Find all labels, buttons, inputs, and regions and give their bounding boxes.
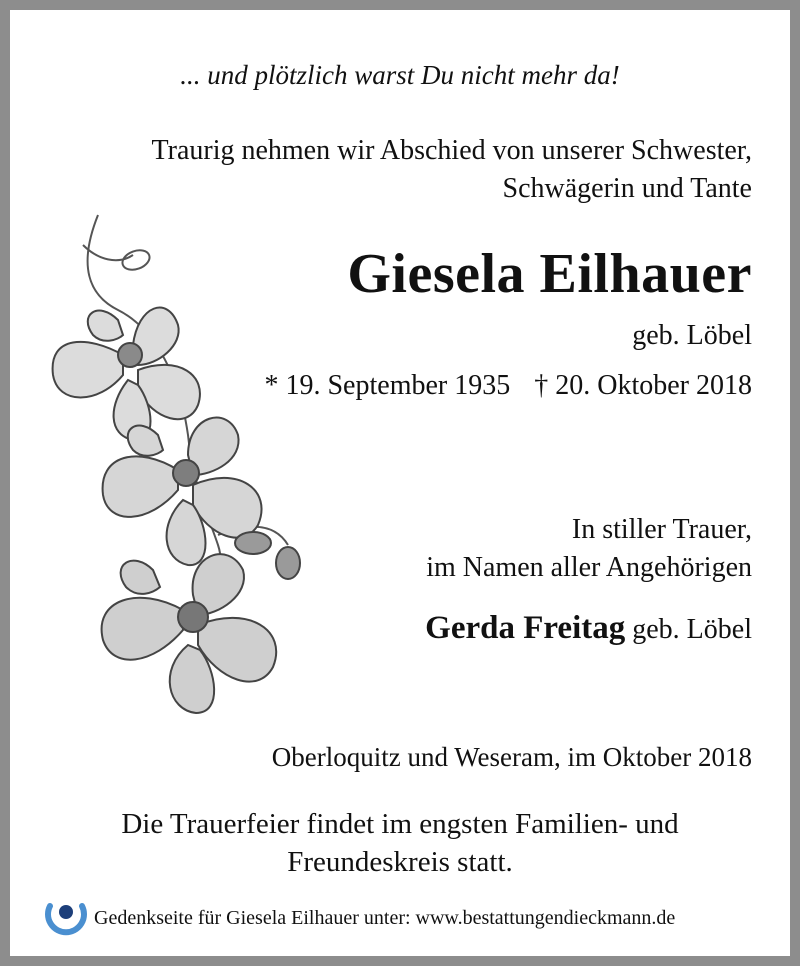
intro-line-1: Traurig nehmen wir Abschied von unserer Schwester, [151,135,752,166]
funeral-info-line-1: Die Trauerfeier findet im engsten Familien- und [121,808,679,840]
funeral-info-line-2: Freundeskreis statt. [287,846,513,878]
mourning-line-2: im Namen aller Angehörigen [426,552,752,583]
intro-line-2: Schwägerin und Tante [502,173,752,204]
signer [425,610,752,647]
life-dates [264,370,752,402]
death-date: † 20. Oktober 2018 [534,370,752,401]
maiden-name: geb. Löbel [632,320,752,351]
signer-maiden-name: geb. Löbel [632,614,752,645]
place-date: Oberloquitz und Weseram, im Oktober 2018 [271,742,752,772]
memorial-logo-icon [44,892,88,936]
motto: ... und plötzlich warst Du nicht mehr da! [180,60,620,90]
memorial-page-link[interactable]: Gedenkseite für Giesela Eilhauer unter: www.bestattungendieckmann.de [94,907,676,929]
signer-name: Gerda Freitag [425,610,626,646]
deceased-name: Giesela Eilhauer [347,243,752,305]
orchid-drawing [38,205,308,725]
birth-date: * 19. September 1935 [264,370,511,401]
mourning-line-1: In stiller Trauer, [571,514,752,545]
